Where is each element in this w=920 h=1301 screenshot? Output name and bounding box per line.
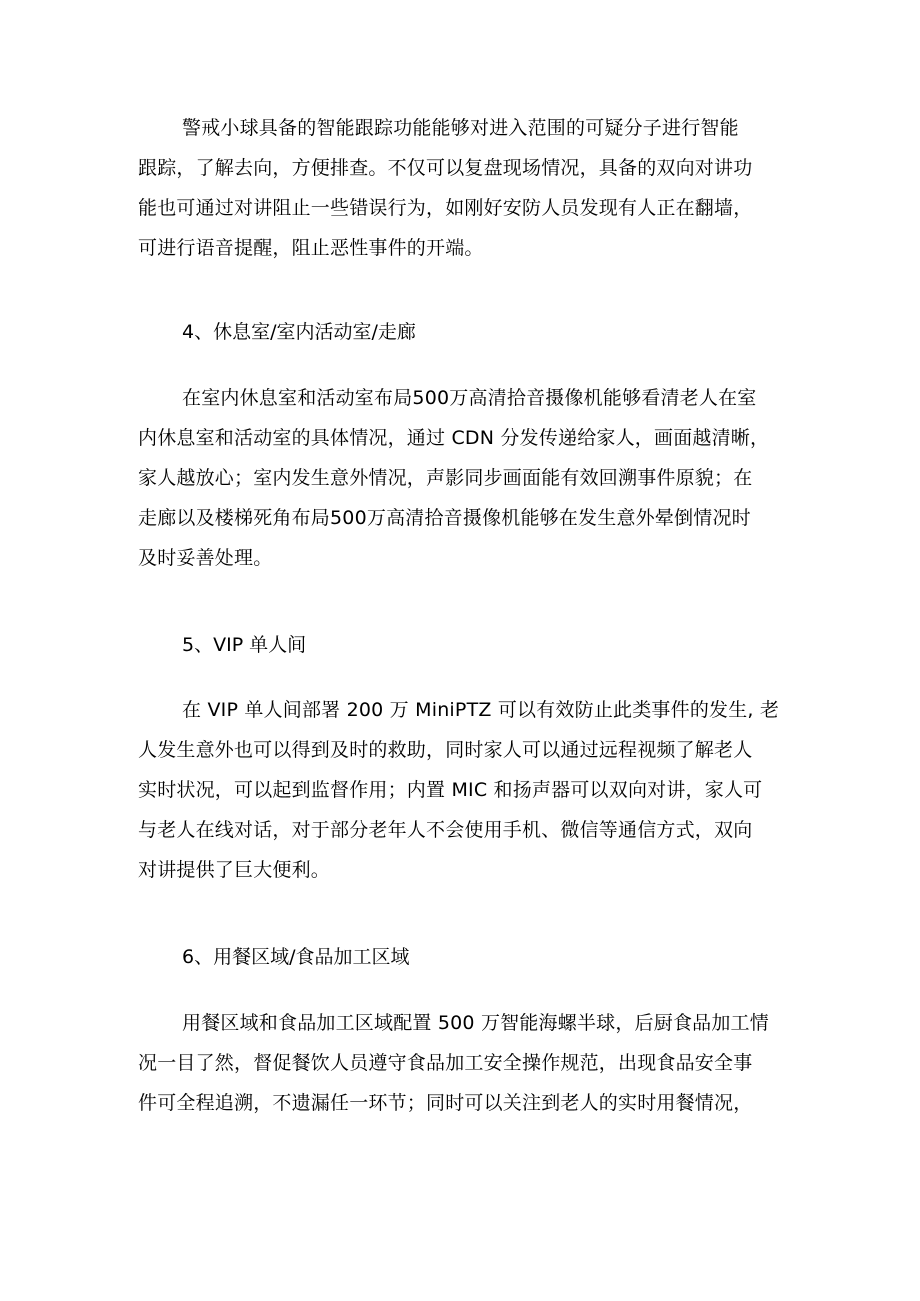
paragraph-line: 与老人在线对话，对于部分老年人不会使用手机、微信等通信方式，双向 [138, 819, 753, 841]
paragraph-alert-camera [138, 108, 798, 268]
section-heading-6: 6、用餐区域/食品加工区域 [182, 946, 410, 968]
paragraph-line: 跟踪，了解去向，方便排查。不仅可以复盘现场情况，具备的双向对讲功 [138, 157, 753, 179]
paragraph-vip-room [138, 690, 798, 890]
paragraph-line: 在室内休息室和活动室布局500万高清拾音摄像机能够看清老人在室 [182, 387, 757, 409]
paragraph-line: 对讲提供了巨大便利。 [138, 859, 331, 881]
paragraph-line: 警戒小球具备的智能跟踪功能能够对进入范围的可疑分子进行智能 [182, 117, 739, 139]
section-heading-5: 5、VIP 单人间 [182, 634, 307, 656]
paragraph-lounge-cameras [138, 378, 798, 578]
paragraph-line: 家人越放心；室内发生意外情况，声影同步画面能有效回溯事件原貌；在 [138, 467, 753, 489]
paragraph-line: 件可全程追溯，不遗漏任一环节；同时可以关注到老人的实时用餐情况， [138, 1092, 753, 1114]
paragraph-line: 能也可通过对讲阻止一些错误行为，如刚好安防人员发现有人正在翻墙， [138, 197, 753, 219]
paragraph-line: 在 VIP 单人间部署 200 万 MiniPTZ 可以有效防止此类事件的发生, 老 [182, 699, 780, 721]
paragraph-line: 况一目了然，督促餐饮人员遵守食品加工安全操作规范，出现食品安全事 [138, 1052, 753, 1074]
paragraph-line: 走廊以及楼梯死角布局500万高清拾音摄像机能够在发生意外晕倒情况时 [138, 507, 751, 529]
paragraph-line: 人发生意外也可以得到及时的救助，同时家人可以通过远程视频了解老人 [138, 739, 753, 761]
paragraph-line: 实时状况，可以起到监督作用；内置 MIC 和扬声器可以双向对讲，家人可 [138, 779, 763, 801]
paragraph-dining-area [138, 1003, 798, 1123]
section-heading-4: 4、休息室/室内活动室/走廊 [182, 321, 416, 343]
paragraph-line: 及时妥善处理。 [138, 547, 273, 569]
paragraph-line: 用餐区域和食品加工区域配置 500 万智能海螺半球，后厨食品加工情 [182, 1012, 769, 1034]
paragraph-line: 内休息室和活动室的具体情况，通过 CDN 分发传递给家人，画面越清晰， [138, 427, 770, 449]
paragraph-line: 可进行语音提醒，阻止恶性事件的开端。 [138, 237, 484, 259]
